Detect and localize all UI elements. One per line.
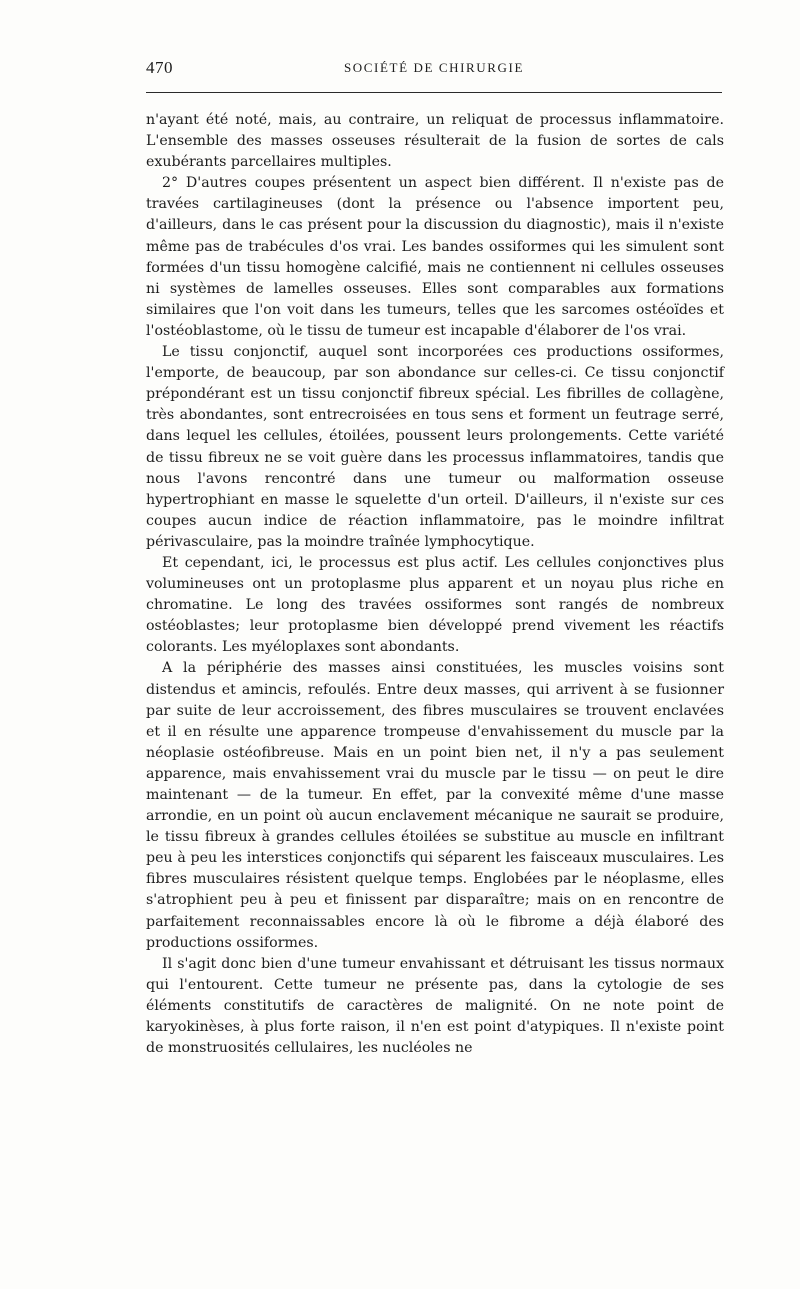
- paragraph-1: n'ayant été noté, mais, au contraire, un reliquat de processus inflammatoire. L'ensemble des masses osseuses résulterait de la fusion de sortes de cals exubérants parcellaires multiples.: [146, 112, 724, 171]
- journal-title: SOCIÉTÉ DE CHIRURGIE: [343, 60, 525, 75]
- paragraph-4: Et cependant, ici, le processus est plus actif. Les cellules conjonctives plus volumineuses ont un protoplasme plus apparent et un noyau plus riche en chromatine. Le long des travées ossiformes sont rangés de nombreux ostéoblastes; leur protoplasme bien développé prend vivement les réactifs colorants. Les myéloplaxes sont abondants.: [146, 554, 724, 656]
- running-header: [146, 58, 722, 82]
- header-rule: [146, 92, 722, 93]
- paragraph-5: A la périphérie des masses ainsi constituées, les muscles voisins sont distendus et amincis, refoulés. Entre deux masses, qui arrivent à se fusionner par suite de leur accroissement, des fibres musculaires se trouvent enclavées et il en résulte une apparence trompeuse d'envahissement du muscle par la néoplasie ostéofibreuse. Mais en un point bien net, il n'y a pas seulement apparence, mais envahissement vrai du muscle par le tissu — on peut le dire maintenant — de la tumeur. En effet, par la convexité même d'une masse arrondie, en un point où aucun enclavement mécanique ne saurait se produire, le tissu fibreux à grandes cellules étoilées se substitue au muscle en infiltrant peu à peu les interstices conjonctifs qui séparent les faisceaux musculaires. Les fibres musculaires résistent quelque temps. Englobées par le néoplasme, elles s'atrophient peu à peu et finissent par disparaître; mais on en rencontre de parfaitement reconnaissables encore là où le fibrome a déjà élaboré des productions ossiformes.: [146, 660, 724, 951]
- page-number: 470: [146, 58, 173, 77]
- paragraph-6: Il s'agit donc bien d'une tumeur envahissant et détruisant les tissus normaux qui l'entourent. Cette tumeur ne présente pas, dans la cytologie de ses éléments constitutifs de caractères de malignité. On ne note point de karyokinèses, à plus forte raison, il n'en est point d'atypiques. Il n'existe point de monstruosités cellulaires, les nucléoles ne: [146, 955, 724, 1057]
- paragraph-2: 2° D'autres coupes présentent un aspect bien différent. Il n'existe pas de travées cartilagineuses (dont la présence ou l'absence importent peu, d'ailleurs, dans le cas présent pour la discussion du diagnostic), mais il n'existe même pas de trabécules d'os vrai. Les bandes ossiformes qui les simulent sont formées d'un tissu homogène calcifié, mais ne contiennent ni cellules osseuses ni systèmes de lamelles osseuses. Elles sont comparables aux formations similaires que l'on voit dans les tumeurs, telles que les sarcomes ostéoïdes et l'ostéoblastome, où le tissu de tumeur est incapable d'élaborer de l'os vrai.: [146, 175, 724, 339]
- paragraph-3: Le tissu conjonctif, auquel sont incorporées ces productions ossiformes, l'emporte, de beaucoup, par son abondance sur celles-ci. Ce tissu conjonctif prépondérant est un tissu conjonctif fibreux spécial. Les fibrilles de collagène, très abondantes, sont entrecroisées en tous sens et forment un feutrage serré, dans lequel les cellules, étoilées, poussent leurs prolongements. Cette variété de tissu fibreux ne se voit guère dans les processus inflammatoires, tandis que nous l'avons rencontré dans une tumeur ou malformation osseuse hypertrophiant en masse le squelette d'un orteil. D'ailleurs, il n'existe sur ces coupes aucun indice de réaction inflammatoire, pas le moindre infiltrat périvasculaire, pas la moindre traînée lymphocytique.: [146, 344, 724, 550]
- body-text: [146, 110, 724, 1059]
